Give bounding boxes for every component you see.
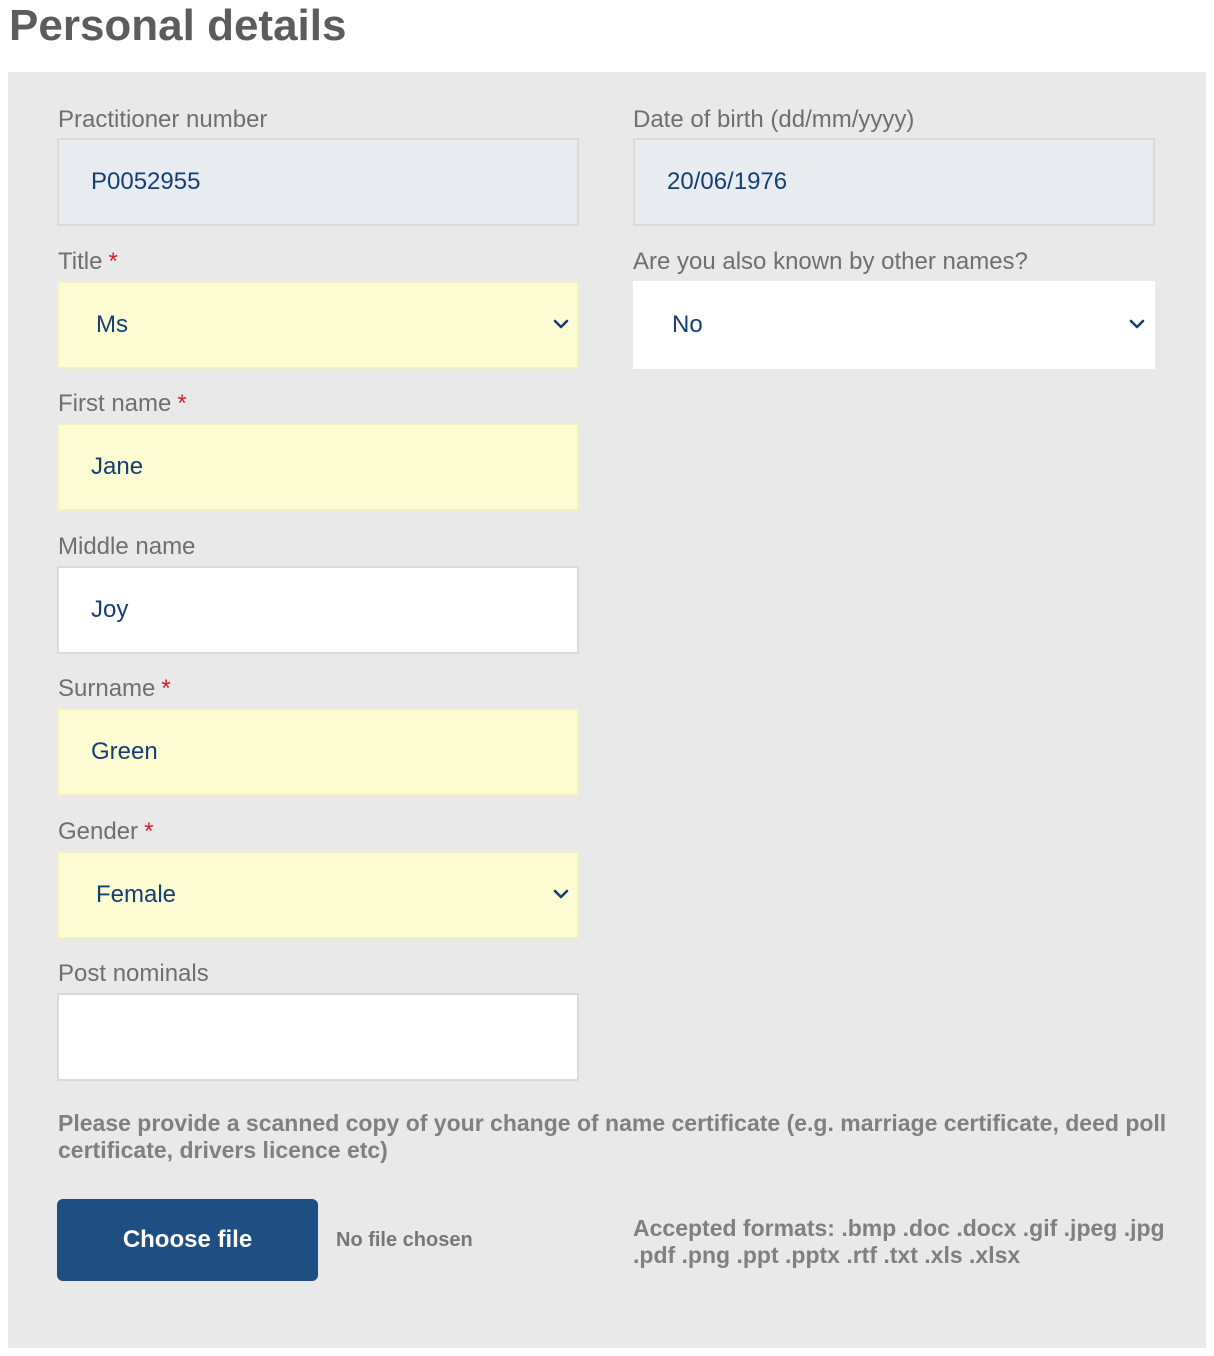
title-select[interactable] [57,281,579,369]
practitioner-number-value: P0052955 [91,168,201,195]
first-name-value: Jane [91,453,144,480]
title-label-text: Title [58,248,103,275]
chevron-down-icon [553,317,569,331]
first-name-label-text: First name [58,390,172,417]
post-nominals-label-text: Post nominals [58,960,209,987]
title-select-value: Ms [96,311,128,338]
other-names-label [633,248,1028,276]
middle-name-input[interactable] [57,566,579,654]
required-marker: * [108,248,118,275]
required-marker: * [177,390,187,417]
gender-select-value: Female [96,881,177,908]
required-marker: * [161,675,171,702]
middle-name-value: Joy [91,596,129,623]
surname-input[interactable] [57,708,579,796]
surname-label-text: Surname [58,675,156,702]
first-name-label [58,390,187,418]
title-label [58,248,118,276]
first-name-input[interactable] [57,423,579,511]
other-names-label-text: Are you also known by other names? [633,248,1028,275]
other-names-select-value: No [672,311,703,338]
required-marker: * [144,818,154,845]
practitioner-number-field [57,138,579,226]
page-title: Personal details [9,1,347,50]
practitioner-number-label-text: Practitioner number [58,106,268,133]
upload-instructions: Please provide a scanned copy of your change of name certificate (e.g. marriage certificate, deed poll certificate, drivers licence etc) [58,1110,1167,1163]
chevron-down-icon [553,887,569,901]
date-of-birth-label [633,106,914,134]
practitioner-number-label [58,106,267,134]
other-names-select[interactable] [633,281,1155,369]
gender-select[interactable] [57,851,579,939]
middle-name-label [58,533,195,561]
surname-label [58,675,171,703]
date-of-birth-field [633,138,1155,226]
post-nominals-label [58,960,209,988]
accepted-formats: Accepted formats: .bmp .doc .docx .gif .jpeg .jpg .pdf .png .ppt .pptx .rtf .txt .xls .xlsx [633,1215,1165,1268]
middle-name-label-text: Middle name [58,533,196,560]
chevron-down-icon [1129,317,1145,331]
file-status: No file chosen [336,1229,473,1251]
date-of-birth-value: 20/06/1976 [667,168,788,195]
post-nominals-input[interactable] [57,993,579,1081]
date-of-birth-label-text: Date of birth (dd/mm/yyyy) [633,106,915,133]
gender-label [58,818,153,846]
surname-value: Green [91,738,158,765]
gender-label-text: Gender [58,818,139,845]
personal-details-panel [8,72,1206,1348]
choose-file-button[interactable]: Choose file [57,1199,318,1281]
